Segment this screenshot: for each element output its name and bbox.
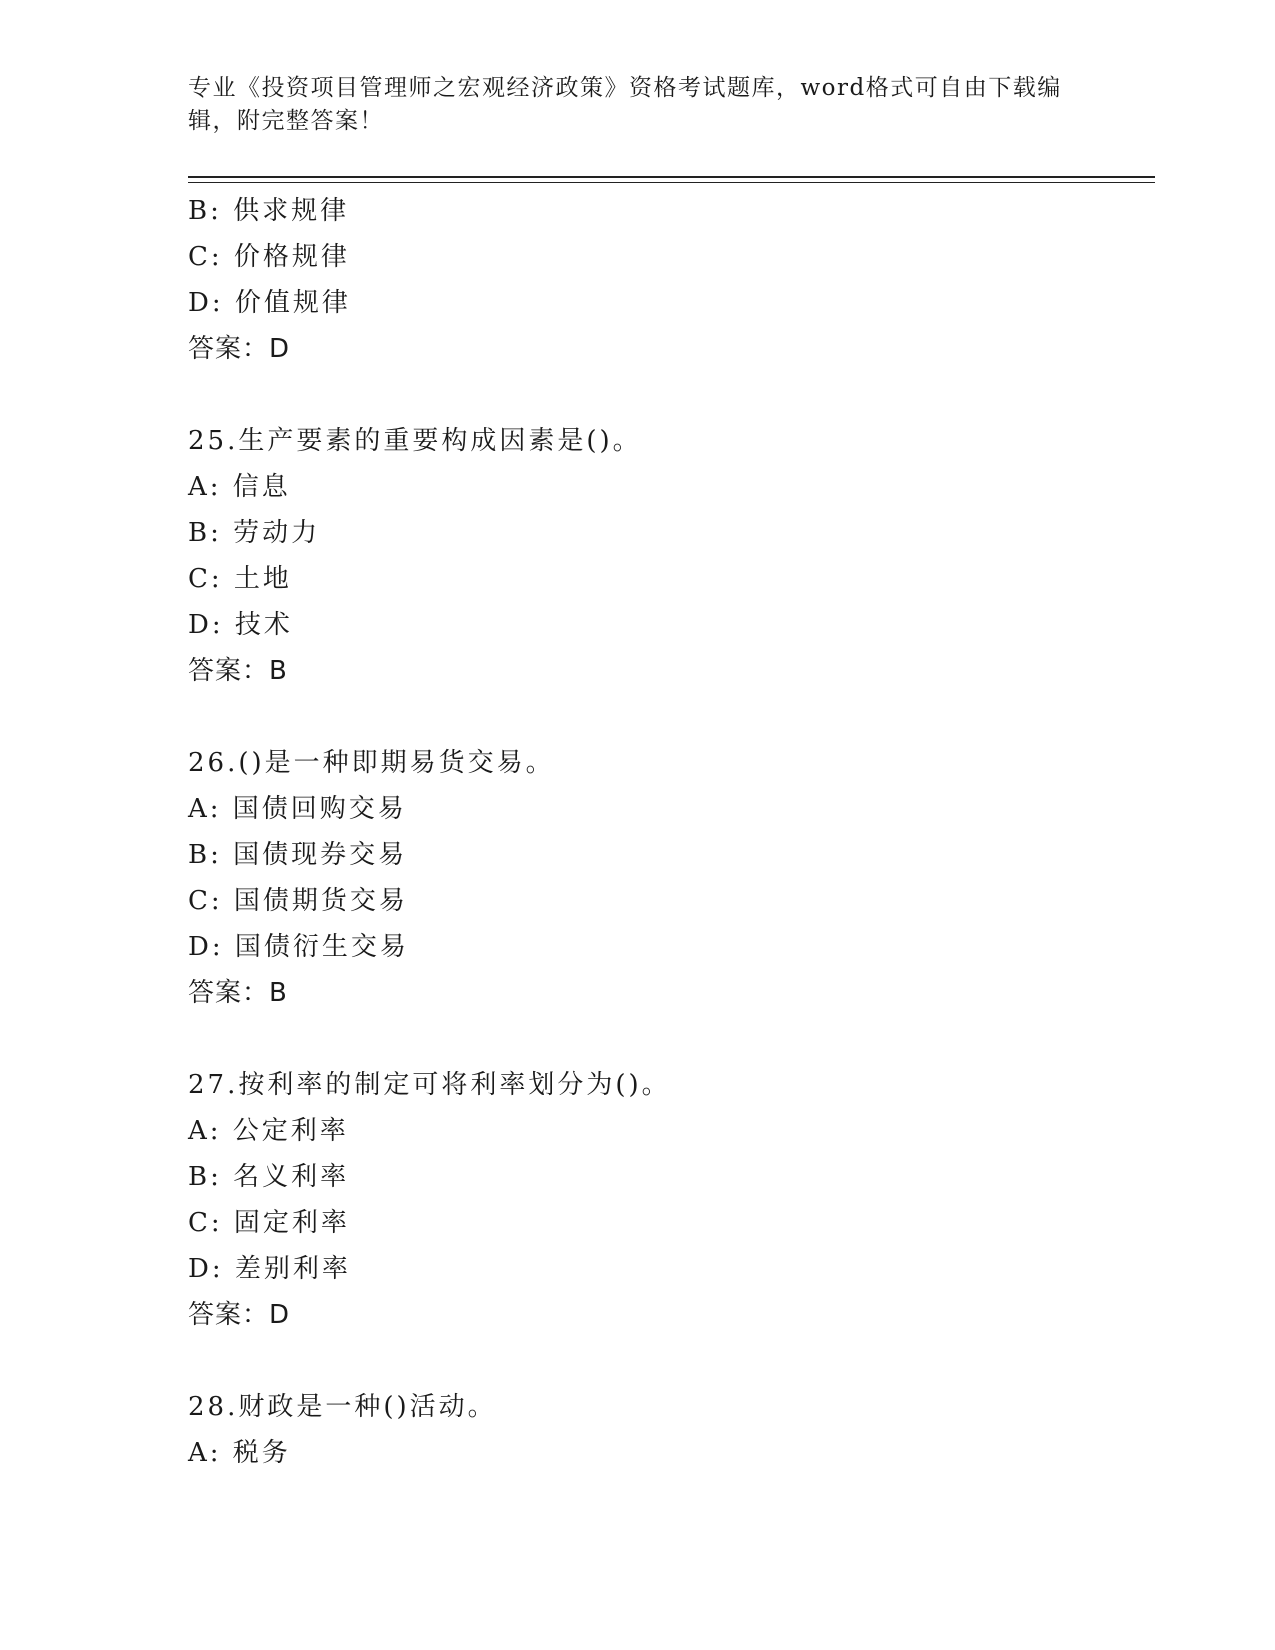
question-stem: 26.()是一种即期易货交易。	[188, 748, 555, 778]
option-a: A: 公定利率	[188, 1116, 349, 1146]
question-24-continued	[188, 188, 1148, 372]
header-divider-thin	[188, 182, 1155, 183]
question-list	[188, 188, 1148, 1476]
question-26	[188, 740, 1148, 1016]
answer: 答案：B	[188, 978, 288, 1008]
question-stem: 27.按利率的制定可将利率划分为()。	[188, 1070, 671, 1100]
question-25	[188, 418, 1148, 694]
option-b: B: 国债现券交易	[188, 840, 408, 870]
option-c: C: 土地	[188, 564, 292, 594]
option-c: C: 国债期货交易	[188, 886, 408, 916]
question-stem: 28.财政是一种()活动。	[188, 1392, 497, 1422]
option-d: D: 差别利率	[188, 1254, 351, 1284]
option-a: A: 税务	[188, 1438, 291, 1468]
question-28	[188, 1384, 1148, 1476]
answer: 答案：D	[188, 1300, 291, 1330]
header-divider-thick	[188, 176, 1155, 178]
answer: 答案：D	[188, 334, 291, 364]
question-27	[188, 1062, 1148, 1338]
option-c: C: 固定利率	[188, 1208, 350, 1238]
option-a: A: 信息	[188, 472, 291, 502]
option-d: D: 技术	[188, 610, 293, 640]
option-d: D: 价值规律	[188, 288, 351, 318]
question-stem: 25.生产要素的重要构成因素是()。	[188, 426, 642, 456]
option-d: D: 国债衍生交易	[188, 932, 409, 962]
option-b: B: 供求规律	[188, 196, 350, 226]
option-a: A: 国债回购交易	[188, 794, 407, 824]
answer: 答案：B	[188, 656, 288, 686]
document-header: 专业《投资项目管理师之宏观经济政策》资格考试题库，word格式可自由下载编辑，附完整答案！	[188, 75, 1062, 134]
option-b: B: 名义利率	[188, 1162, 350, 1192]
option-b: B: 劳动力	[188, 518, 321, 548]
option-c: C: 价格规律	[188, 242, 350, 272]
